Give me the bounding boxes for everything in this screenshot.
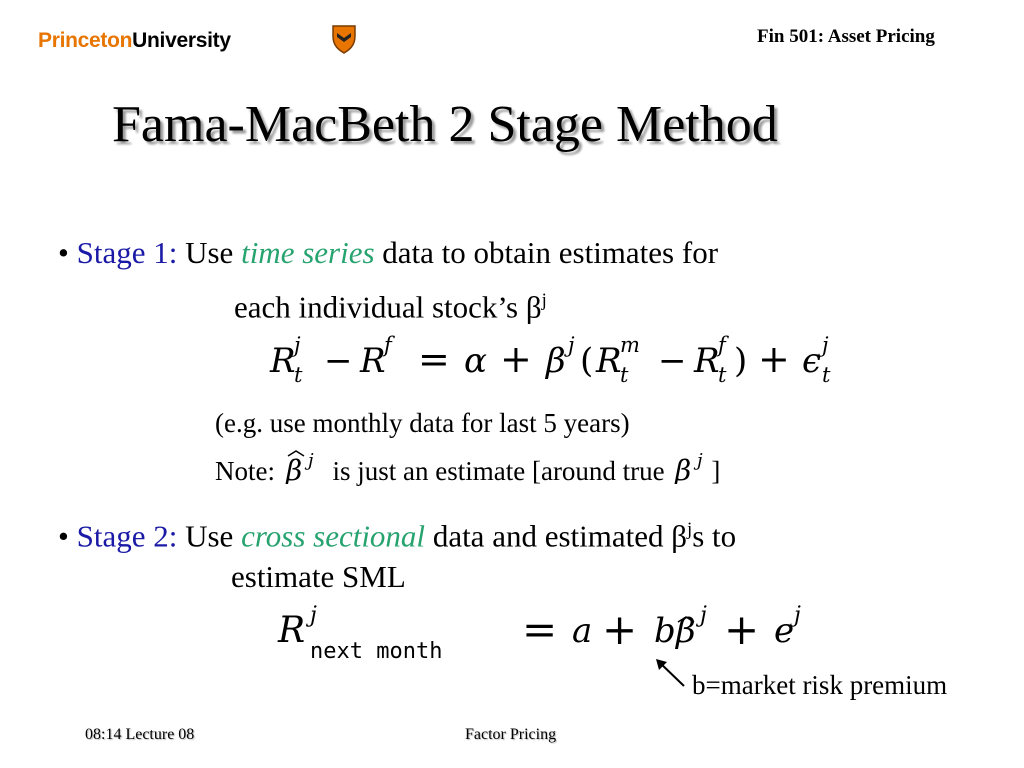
stage2-post2: s to bbox=[692, 518, 737, 554]
bullet-dot: • bbox=[58, 235, 77, 270]
svg-text:=: = bbox=[522, 605, 558, 654]
svg-text:t: t bbox=[718, 363, 727, 387]
svg-text:β: β bbox=[546, 341, 566, 381]
example-note: (e.g. use monthly data for last 5 years) bbox=[215, 408, 630, 438]
svg-text:j: j bbox=[822, 333, 829, 357]
svg-text:j: j bbox=[700, 603, 707, 628]
footer-center: Factor Pricing bbox=[465, 726, 557, 743]
stage1-line2 bbox=[234, 278, 547, 330]
svg-text:f: f bbox=[718, 333, 726, 357]
stage1-label: Stage 1: bbox=[76, 235, 178, 270]
university-logo-text bbox=[38, 29, 231, 53]
svg-text:R: R bbox=[278, 610, 306, 651]
stage1-line2-text: each individual stock’s β bbox=[234, 289, 542, 325]
svg-text:j: j bbox=[568, 333, 575, 357]
svg-text:+: + bbox=[724, 605, 760, 654]
svg-text:R: R bbox=[270, 341, 296, 381]
svg-text:a: a bbox=[572, 611, 593, 651]
note-line bbox=[215, 450, 721, 487]
stage2-emphasis: cross sectional bbox=[241, 518, 426, 554]
svg-text:j: j bbox=[794, 603, 801, 628]
slide-title: Fama-MacBeth 2 Stage Method bbox=[112, 96, 778, 153]
stage2-pre: Use bbox=[185, 518, 234, 554]
svg-text:t: t bbox=[620, 363, 629, 387]
logo-part-university: University bbox=[132, 29, 231, 52]
svg-text:(: ( bbox=[580, 341, 594, 381]
stage1-sup: j bbox=[541, 290, 547, 311]
svg-text:m: m bbox=[620, 333, 640, 357]
stage2-line2: estimate SML bbox=[231, 559, 406, 594]
beta-j bbox=[671, 450, 711, 486]
logo-part-princeton: Princeton bbox=[38, 29, 133, 52]
beta-hat-j bbox=[282, 450, 326, 486]
svg-text:R: R bbox=[694, 341, 720, 381]
svg-text:−: − bbox=[324, 341, 353, 381]
shield-icon bbox=[331, 24, 357, 59]
bullet-dot: • bbox=[58, 518, 77, 554]
svg-text:j: j bbox=[310, 603, 317, 628]
svg-text:=: = bbox=[418, 337, 450, 381]
svg-text:e: e bbox=[774, 611, 795, 651]
svg-text:+: + bbox=[758, 337, 790, 381]
svg-text:j: j bbox=[294, 333, 301, 357]
svg-text:t: t bbox=[294, 363, 303, 387]
note-middle: is just an estimate [around true bbox=[332, 456, 665, 486]
svg-text:−: − bbox=[658, 341, 687, 381]
svg-text:): ) bbox=[734, 341, 748, 381]
stage1-emphasis: time series bbox=[241, 235, 375, 270]
svg-text:f: f bbox=[384, 333, 392, 357]
footer-left: 08:14 Lecture 08 bbox=[85, 726, 195, 743]
equation-stage1 bbox=[268, 328, 888, 399]
svg-text:+: + bbox=[500, 337, 532, 381]
arrow-icon bbox=[652, 655, 688, 696]
annotation-text: b=market risk premium bbox=[692, 670, 948, 700]
stage1-pre: Use bbox=[185, 235, 234, 270]
svg-text:R: R bbox=[596, 341, 622, 381]
svg-text:+: + bbox=[602, 605, 638, 654]
stage2-bullet bbox=[58, 507, 988, 559]
note-prefix: Note: bbox=[215, 456, 275, 486]
note-suffix: ] bbox=[711, 456, 721, 486]
stage1-post: data to obtain estimates for bbox=[382, 235, 719, 270]
course-title: Fin 501: Asset Pricing bbox=[757, 26, 935, 47]
stage2-label: Stage 2: bbox=[76, 518, 178, 554]
equation-stage2 bbox=[276, 598, 836, 673]
stage2-sup: j bbox=[687, 519, 693, 540]
svg-text:b: b bbox=[654, 611, 676, 651]
svg-text:t: t bbox=[822, 363, 831, 387]
svg-text:ϵ: ϵ bbox=[802, 341, 822, 381]
stage2-post: data and estimated β bbox=[432, 518, 688, 554]
svg-text:j: j bbox=[307, 450, 314, 471]
svg-text:β: β bbox=[676, 611, 696, 651]
stage1-bullet bbox=[58, 230, 958, 276]
svg-text:α: α bbox=[464, 341, 487, 381]
eq2-subscript: next month bbox=[310, 639, 443, 664]
svg-text:β: β bbox=[285, 454, 302, 484]
svg-text:R: R bbox=[360, 341, 386, 381]
svg-text:β: β bbox=[675, 454, 692, 484]
svg-text:j: j bbox=[697, 450, 704, 471]
